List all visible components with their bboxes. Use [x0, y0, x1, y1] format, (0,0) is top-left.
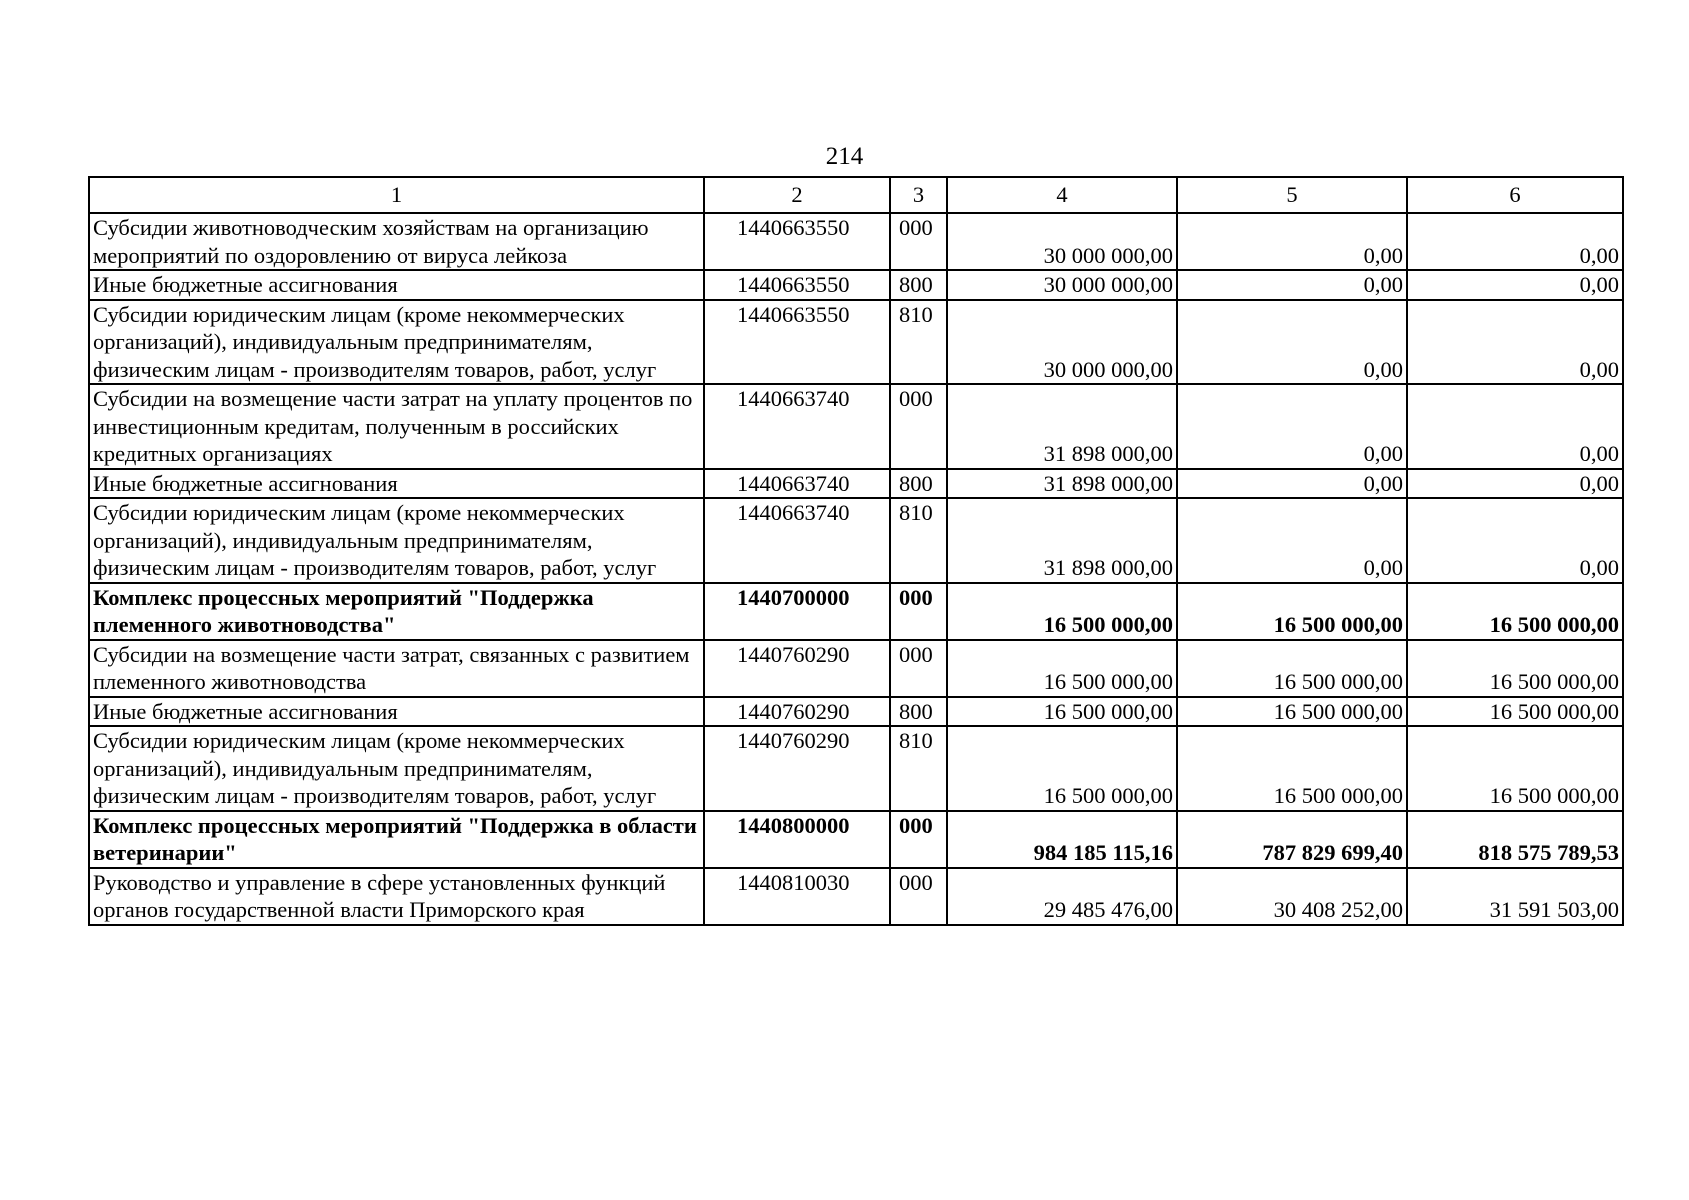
table-row — [89, 213, 1623, 270]
row-name-cell: Иные бюджетные ассигнования — [89, 697, 704, 727]
row-kind-cell: 000 — [890, 640, 947, 697]
table-row — [89, 469, 1623, 499]
row-amount-6-cell: 818 575 789,53 — [1407, 811, 1623, 868]
row-amount-5-cell: 16 500 000,00 — [1177, 726, 1407, 811]
row-kind-cell: 810 — [890, 498, 947, 583]
row-amount-5-cell: 0,00 — [1177, 270, 1407, 300]
table-row — [89, 811, 1623, 868]
table-row — [89, 583, 1623, 640]
table-row — [89, 300, 1623, 385]
row-code-cell: 1440663550 — [704, 270, 890, 300]
row-name-cell: Иные бюджетные ассигнования — [89, 469, 704, 499]
table-row — [89, 726, 1623, 811]
row-amount-5-cell: 787 829 699,40 — [1177, 811, 1407, 868]
row-kind-cell: 800 — [890, 469, 947, 499]
row-name-cell: Субсидии юридическим лицам (кроме некоммерческих организаций), индивидуальным предпринимателям, физическим лицам - производителям товаров, работ, услуг — [89, 498, 704, 583]
column-header-6: 6 — [1407, 177, 1623, 213]
column-header-5: 5 — [1177, 177, 1407, 213]
row-amount-4-cell: 30 000 000,00 — [947, 213, 1177, 270]
row-amount-6-cell: 0,00 — [1407, 498, 1623, 583]
row-name-cell: Иные бюджетные ассигнования — [89, 270, 704, 300]
row-amount-4-cell: 16 500 000,00 — [947, 697, 1177, 727]
row-amount-5-cell: 30 408 252,00 — [1177, 868, 1407, 925]
row-code-cell: 1440663740 — [704, 498, 890, 583]
budget-table — [88, 176, 1624, 926]
table-row — [89, 270, 1623, 300]
row-name-cell: Руководство и управление в сфере установленных функций органов государственной власти Приморского края — [89, 868, 704, 925]
row-kind-cell: 000 — [890, 811, 947, 868]
row-amount-6-cell: 16 500 000,00 — [1407, 583, 1623, 640]
row-amount-5-cell: 0,00 — [1177, 213, 1407, 270]
column-header-3: 3 — [890, 177, 947, 213]
row-amount-6-cell: 16 500 000,00 — [1407, 726, 1623, 811]
row-code-cell: 1440700000 — [704, 583, 890, 640]
row-code-cell: 1440760290 — [704, 697, 890, 727]
row-amount-5-cell: 0,00 — [1177, 300, 1407, 385]
row-amount-4-cell: 31 898 000,00 — [947, 469, 1177, 499]
table-row — [89, 640, 1623, 697]
column-header-1: 1 — [89, 177, 704, 213]
row-amount-6-cell: 0,00 — [1407, 213, 1623, 270]
row-amount-4-cell: 29 485 476,00 — [947, 868, 1177, 925]
row-code-cell: 1440760290 — [704, 640, 890, 697]
table-row — [89, 868, 1623, 925]
row-name-cell: Комплекс процессных мероприятий "Поддержка племенного животноводства" — [89, 583, 704, 640]
row-amount-6-cell: 31 591 503,00 — [1407, 868, 1623, 925]
row-amount-4-cell: 16 500 000,00 — [947, 583, 1177, 640]
row-amount-4-cell: 30 000 000,00 — [947, 300, 1177, 385]
header-row — [89, 177, 1623, 213]
row-name-cell: Субсидии юридическим лицам (кроме некоммерческих организаций), индивидуальным предпринимателям, физическим лицам - производителям товаров, работ, услуг — [89, 300, 704, 385]
row-code-cell: 1440663550 — [704, 213, 890, 270]
row-code-cell: 1440663740 — [704, 469, 890, 499]
row-kind-cell: 810 — [890, 726, 947, 811]
row-amount-5-cell: 0,00 — [1177, 469, 1407, 499]
row-kind-cell: 000 — [890, 384, 947, 469]
row-code-cell: 1440663740 — [704, 384, 890, 469]
row-amount-4-cell: 16 500 000,00 — [947, 640, 1177, 697]
column-header-4: 4 — [947, 177, 1177, 213]
row-kind-cell: 000 — [890, 213, 947, 270]
row-name-cell: Субсидии на возмещение части затрат, связанных с развитием племенного животноводства — [89, 640, 704, 697]
row-kind-cell: 810 — [890, 300, 947, 385]
row-amount-6-cell: 0,00 — [1407, 270, 1623, 300]
row-code-cell: 1440663550 — [704, 300, 890, 385]
row-amount-6-cell: 0,00 — [1407, 300, 1623, 385]
row-amount-6-cell: 0,00 — [1407, 384, 1623, 469]
row-amount-5-cell: 0,00 — [1177, 498, 1407, 583]
row-code-cell: 1440760290 — [704, 726, 890, 811]
row-name-cell: Субсидии животноводческим хозяйствам на организацию мероприятий по оздоровлению от вируса лейкоза — [89, 213, 704, 270]
row-amount-5-cell: 16 500 000,00 — [1177, 640, 1407, 697]
row-kind-cell: 800 — [890, 697, 947, 727]
row-amount-6-cell: 16 500 000,00 — [1407, 697, 1623, 727]
row-name-cell: Субсидии юридическим лицам (кроме некоммерческих организаций), индивидуальным предпринимателям, физическим лицам - производителям товаров, работ, услуг — [89, 726, 704, 811]
row-amount-4-cell: 16 500 000,00 — [947, 726, 1177, 811]
row-code-cell: 1440810030 — [704, 868, 890, 925]
row-amount-5-cell: 0,00 — [1177, 384, 1407, 469]
column-header-2: 2 — [704, 177, 890, 213]
table-row — [89, 384, 1623, 469]
table-row — [89, 697, 1623, 727]
row-amount-6-cell: 16 500 000,00 — [1407, 640, 1623, 697]
row-name-cell: Субсидии на возмещение части затрат на уплату процентов по инвестиционным кредитам, полученным в российских кредитных организациях — [89, 384, 704, 469]
row-kind-cell: 000 — [890, 868, 947, 925]
row-amount-4-cell: 30 000 000,00 — [947, 270, 1177, 300]
row-amount-5-cell: 16 500 000,00 — [1177, 583, 1407, 640]
row-amount-4-cell: 984 185 115,16 — [947, 811, 1177, 868]
row-code-cell: 1440800000 — [704, 811, 890, 868]
row-amount-6-cell: 0,00 — [1407, 469, 1623, 499]
row-amount-5-cell: 16 500 000,00 — [1177, 697, 1407, 727]
row-name-cell: Комплекс процессных мероприятий "Поддержка в области ветеринарии" — [89, 811, 704, 868]
table-row — [89, 498, 1623, 583]
row-amount-4-cell: 31 898 000,00 — [947, 498, 1177, 583]
row-amount-4-cell: 31 898 000,00 — [947, 384, 1177, 469]
row-kind-cell: 800 — [890, 270, 947, 300]
row-kind-cell: 000 — [890, 583, 947, 640]
page-number: 214 — [825, 143, 864, 170]
